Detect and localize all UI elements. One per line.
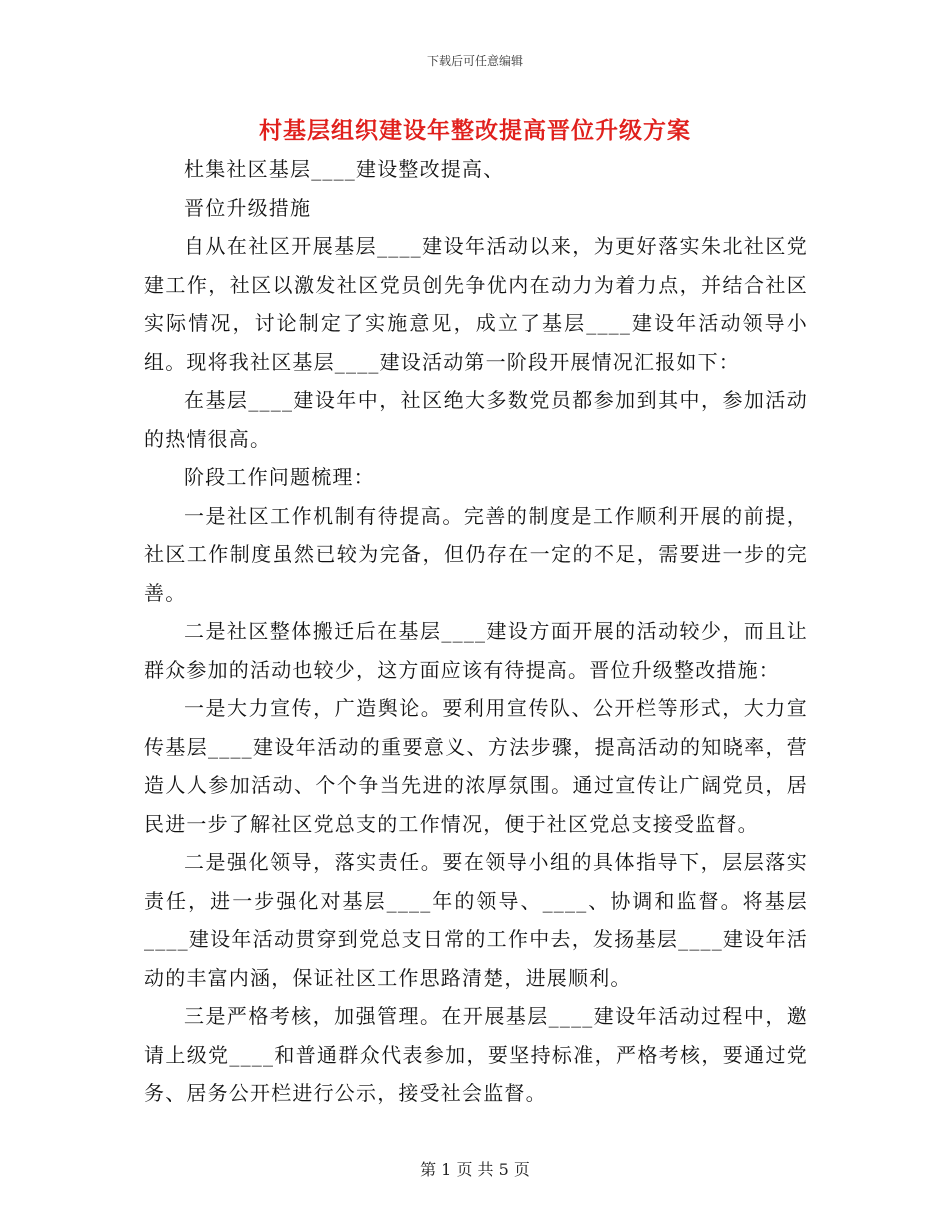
paragraph-1: 杜集社区基层____建设整改提高、 (184, 157, 505, 181)
paragraph-2: 晋位升级措施 (184, 195, 312, 220)
page-number: 第 1 页 共 5 页 (420, 1160, 530, 1179)
paragraph-4: 在基层____建设年中，社区绝大多数党员都参加到其中，参加活动的热情很高。 (144, 388, 808, 451)
paragraph-10: 三是严格考核，加强管理。在开展基层____建设年活动过程中，邀请上级党____和普通群众代表参加，要坚持标准，严格考核，要通过党务、居务公开栏进行公示，接受社会监督。 (144, 1004, 808, 1105)
paragraph-5: 阶段工作问题梳理： (184, 465, 375, 489)
paragraph-8: 一是大力宣传，广造舆论。要利用宣传队、公开栏等形式，大力宣传基层____建设年活动的重要意义、方法步骤，提高活动的知晓率，营造人人参加活动、个个争当先进的浓厚氛围。通过宣传让广阔党员，居民进一步了解社区党总支的工作情况，便于社区党总支接受监督。 (144, 696, 808, 836)
document-body (144, 150, 808, 1113)
paragraph-9: 二是强化领导，落实责任。要在领导小组的具体指导下，层层落实责任，进一步强化对基层____年的领导、____、协调和监督。将基层____建设年活动贯穿到党总支日常的工作中去，发扬基层____建设年活动的丰富内涵，保证社区工作思路清楚，进展顺利。 (144, 850, 808, 990)
document-title: 村基层组织建设年整改提高晋位升级方案 (259, 118, 691, 144)
page-header-note: 下载后可任意编辑 (426, 54, 523, 68)
paragraph-7: 二是社区整体搬迁后在基层____建设方面开展的活动较少，而且让群众参加的活动也较少，这方面应该有待提高。晋位升级整改措施： (144, 619, 808, 682)
paragraph-6: 一是社区工作机制有待提高。完善的制度是工作顺利开展的前提，社区工作制度虽然已较为完备，但仍存在一定的不足，需要进一步的完善。 (144, 503, 808, 605)
paragraph-3: 自从在社区开展基层____建设年活动以来，为更好落实朱北社区党建工作，社区以激发社区党员创先争优内在动力为着力点，并结合社区实际情况，讨论制定了实施意见，成立了基层____建设年活动领导小组。现将我社区基层____建设活动第一阶段开展情况汇报如下： (144, 234, 808, 374)
